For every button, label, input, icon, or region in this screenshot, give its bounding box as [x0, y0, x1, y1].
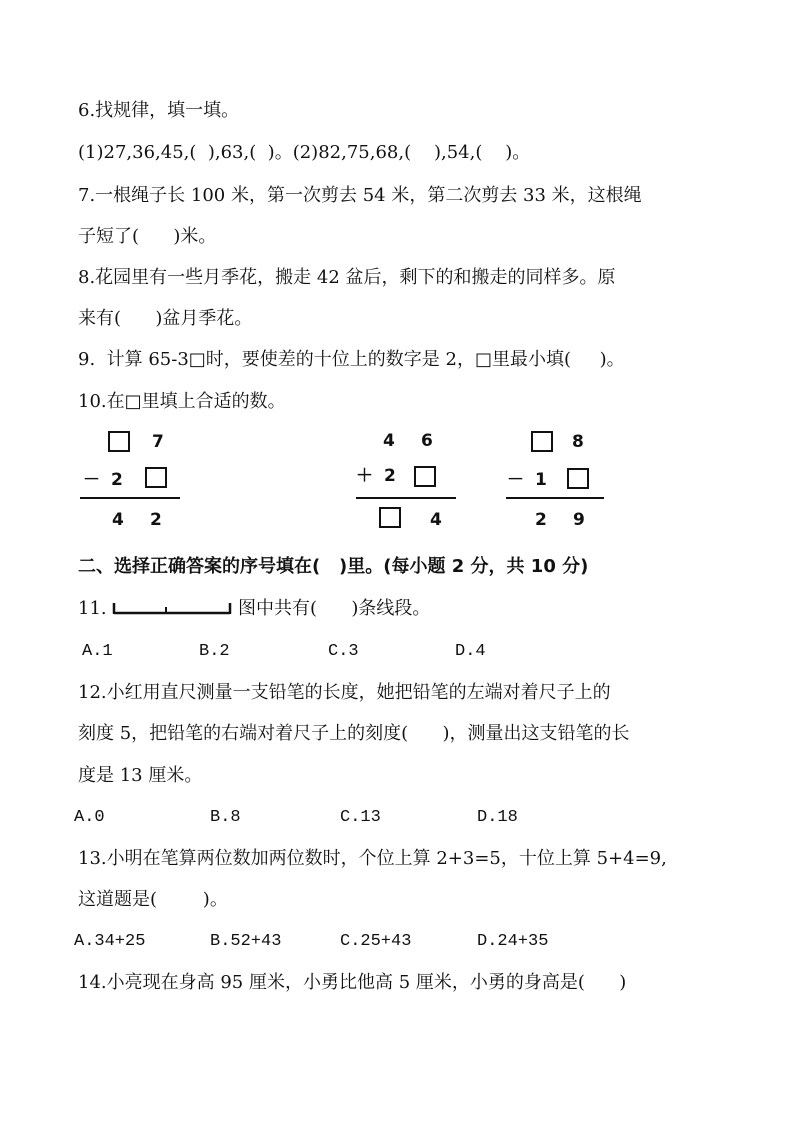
digit: 2 — [535, 510, 547, 530]
digit: 9 — [573, 510, 585, 530]
digit: 2 — [111, 470, 123, 490]
sum-line — [80, 497, 180, 499]
digit: 4 — [430, 510, 442, 530]
q11-number: 11. — [78, 598, 107, 619]
q12-option-a[interactable]: A.0 — [74, 808, 105, 827]
answer-box[interactable] — [414, 466, 436, 487]
q13-option-c[interactable]: C.25+43 — [340, 932, 412, 951]
q9-text: 9. 计算 65-3□时，要使差的十位上的数字是 2，□里最小填( )。 — [78, 349, 625, 370]
q12-line-3: 度是 13 厘米。 — [78, 765, 203, 786]
q12-option-d[interactable]: D.18 — [477, 808, 518, 827]
q11-option-d[interactable]: D.4 — [455, 642, 486, 661]
digit: 4 — [383, 431, 395, 451]
digit: 4 — [112, 510, 124, 530]
q12-option-b[interactable]: B.8 — [210, 808, 241, 827]
q11-text: 图中共有( )条线段。 — [238, 598, 431, 619]
digit: 8 — [572, 432, 584, 452]
q13-line-1: 13.小明在笔算两位数加两位数时，个位上算 2+3=5，十位上算 5+4=9, — [78, 848, 667, 869]
q14-text: 14.小亮现在身高 95 厘米，小勇比他高 5 厘米，小勇的身高是( ) — [78, 972, 627, 993]
q11-option-b[interactable]: B.2 — [199, 642, 230, 661]
q11-option-c[interactable]: C.3 — [328, 642, 359, 661]
sum-line — [356, 497, 456, 499]
q7-line-1: 7.一根绳子长 100 米，第一次剪去 54 米，第二次剪去 33 米，这根绳 — [78, 185, 642, 206]
q13-option-a[interactable]: A.34+25 — [74, 932, 146, 951]
q8-line-2: 来有( )盆月季花。 — [78, 308, 253, 329]
line-segment-figure — [112, 600, 234, 620]
minus-sign: － — [83, 470, 100, 490]
digit: 2 — [150, 510, 162, 530]
digit: 2 — [384, 466, 396, 486]
q8-line-1: 8.花园里有一些月季花，搬走 42 盆后，剩下的和搬走的同样多。原 — [78, 267, 616, 288]
answer-box[interactable] — [108, 431, 130, 452]
answer-box[interactable] — [145, 467, 167, 488]
q6-title: 6.找规律，填一填。 — [78, 100, 240, 121]
digit: 7 — [152, 432, 164, 452]
answer-box[interactable] — [531, 431, 553, 452]
q13-line-2: 这道题是( )。 — [78, 889, 228, 910]
q11-option-a[interactable]: A.1 — [82, 642, 113, 661]
digit: 1 — [535, 470, 547, 490]
q12-line-1: 12.小红用直尺测量一支铅笔的长度，她把铅笔的左端对着尺子上的 — [78, 682, 611, 703]
q13-option-d[interactable]: D.24+35 — [477, 932, 549, 951]
minus-sign: － — [507, 470, 524, 490]
q12-line-2: 刻度 5，把铅笔的右端对着尺子上的刻度( )，测量出这支铅笔的长 — [78, 723, 630, 744]
q7-line-2: 子短了( )米。 — [78, 226, 217, 247]
answer-box[interactable] — [379, 507, 401, 528]
plus-sign: ＋ — [356, 466, 373, 486]
q13-option-b[interactable]: B.52+43 — [210, 932, 282, 951]
digit: 6 — [421, 431, 433, 451]
q10-title: 10.在□里填上合适的数。 — [78, 391, 286, 412]
q12-option-c[interactable]: C.13 — [340, 808, 381, 827]
section-heading: 二、选择正确答案的序号填在( )里。(每小题 2 分，共 10 分) — [78, 556, 589, 577]
sum-line — [506, 497, 604, 499]
answer-box[interactable] — [567, 468, 589, 489]
q6-sequences: (1)27,36,45,( ),63,( )。(2)82,75,68,( ),54,( )。 — [78, 142, 531, 163]
